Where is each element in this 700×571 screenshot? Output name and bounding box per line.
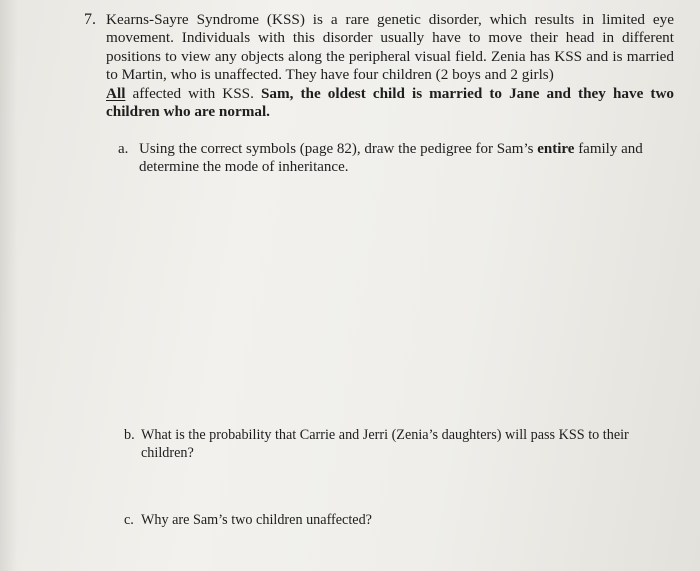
- part-c-label: c.: [124, 512, 134, 528]
- part-a-text-before: Using the correct symbols (page 82), draw the pedigree for Sam’s: [139, 141, 538, 157]
- part-a-text: [139, 140, 669, 176]
- part-b-label: b.: [124, 427, 135, 443]
- part-b-text: What is the probability that Carrie and Jerri (Zenia’s daughters) will pass KSS to their children?: [141, 427, 629, 461]
- affected-text: affected with KSS.: [125, 84, 261, 102]
- part-c-text: Why are Sam’s two children unaffected?: [141, 512, 372, 528]
- question-number: 7.: [84, 11, 96, 28]
- part-a-bold-word: entire: [537, 141, 575, 157]
- part-a-label: a.: [118, 141, 129, 157]
- question-intro-text: Kearns-Sayre Syndrome (KSS) is a rare genetic disorder, which results in limited eye movement. Individuals with this disorder usually have to move their head in different positions to view any objects along the peripheral visual field. Zenia has KSS and is married to Martin, who is unaffected. They have four children (2 boys and 2 girls): [106, 11, 674, 84]
- part-a-text-after: family and determine the mode of inheritance.: [139, 141, 643, 175]
- question-bold-statement: Sam, the oldest child is married to Jane and they have two children who are normal.: [106, 84, 675, 121]
- question-paragraph: [106, 11, 674, 121]
- all-underlined-word: All: [106, 84, 126, 102]
- page-edge-shadow: [0, 0, 18, 571]
- question-prompt: [106, 11, 674, 121]
